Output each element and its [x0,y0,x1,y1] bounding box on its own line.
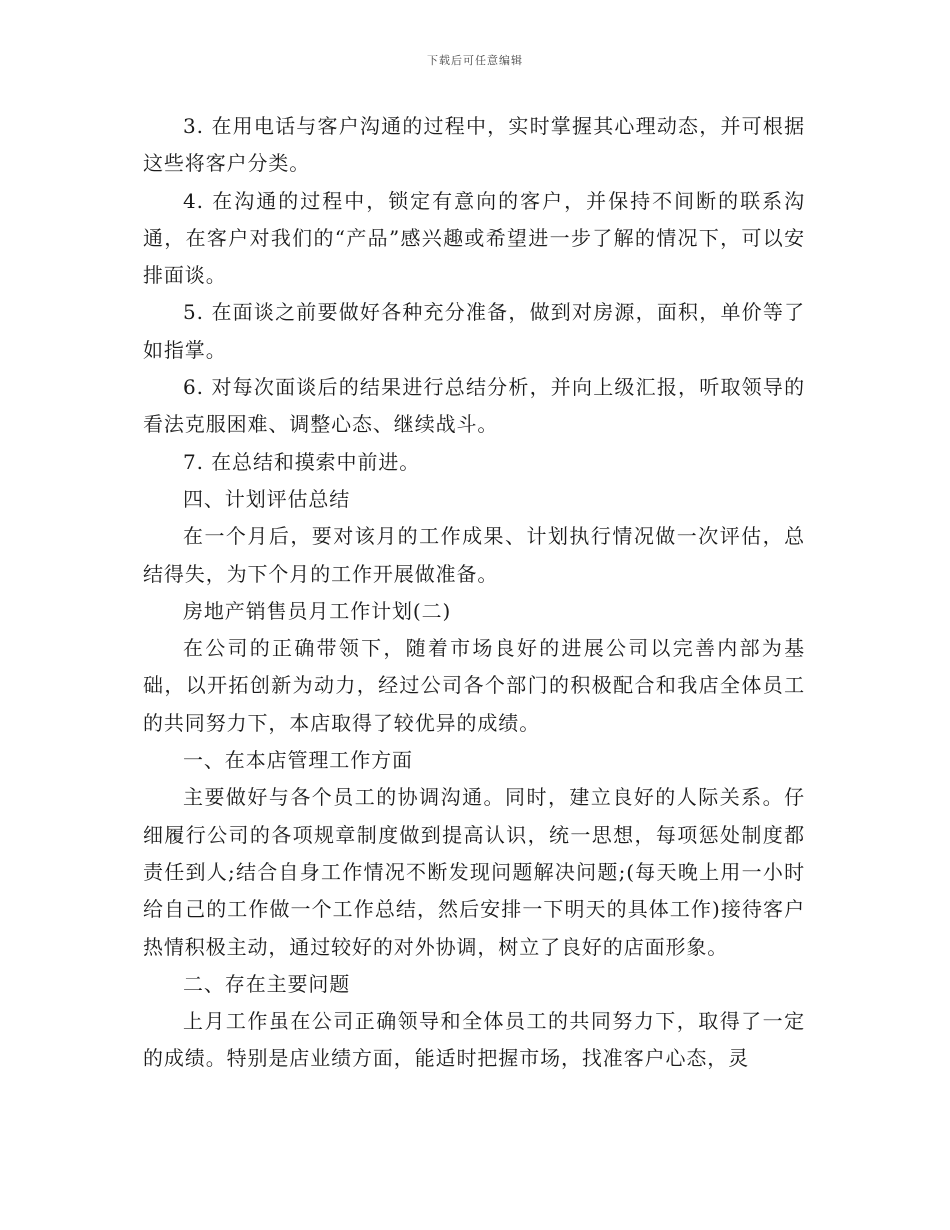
section-heading-main-problems: 二、存在主要问题 [183,971,351,996]
paragraph-main-problems: 上月工作虽在公司正确领导和全体员工的共同努力下，取得了一定的成绩。特别是店业绩方面，能适时把握市场，找准客户心态，灵 [143,1009,805,1071]
paragraph-step-3: 3. 在用电话与客户沟通的过程中，实时掌握其心理动态，并可根据这些将客户分类。 [143,114,805,176]
section-heading-plan-evaluation: 四、计划评估总结 [183,486,351,511]
paragraph-step-6: 6. 对每次面谈后的结果进行总结分析，并向上级汇报，听取领导的看法克服困难、调整心态、继续战斗。 [143,375,805,437]
paragraph-intro: 在公司的正确带领下，随着市场良好的进展公司以完善内部为基础，以开拓创新为动力，经过公司各个部门的积极配合和我店全体员工的共同努力下，本店取得了较优异的成绩。 [143,636,805,735]
paragraph-evaluation: 在一个月后，要对该月的工作成果、计划执行情况做一次评估，总结得失，为下个月的工作开展做准备。 [143,524,805,586]
page-header: 下载后可任意编辑 [427,54,523,67]
paragraph-step-7: 7. 在总结和摸索中前进。 [183,449,421,474]
paragraph-store-management: 主要做好与各个员工的协调沟通。同时，建立良好的人际关系。仔细履行公司的各项规章制度做到提高认识，统一思想，每项惩处制度都责任到人;结合自身工作情况不断发现问题解决问题;(每天晚上用一小时给自己的工作做一个工作总结，然后安排一下明天的具体工作)接待客户热情积极主动，通过较好的对外协调，树立了良好的店面形象。 [143,785,805,959]
document-body [143,108,805,1078]
section-heading-store-management: 一、在本店管理工作方面 [183,748,413,773]
document-subtitle: 房地产销售员月工作计划(二) [183,598,452,623]
paragraph-step-5: 5. 在面谈之前要做好各种充分准备，做到对房源，面积，单价等了如指掌。 [143,300,805,362]
paragraph-step-4: 4. 在沟通的过程中，锁定有意向的客户，并保持不间断的联系沟通，在客户对我们的“产品”感兴趣或希望进一步了解的情况下，可以安排面谈。 [143,188,805,288]
